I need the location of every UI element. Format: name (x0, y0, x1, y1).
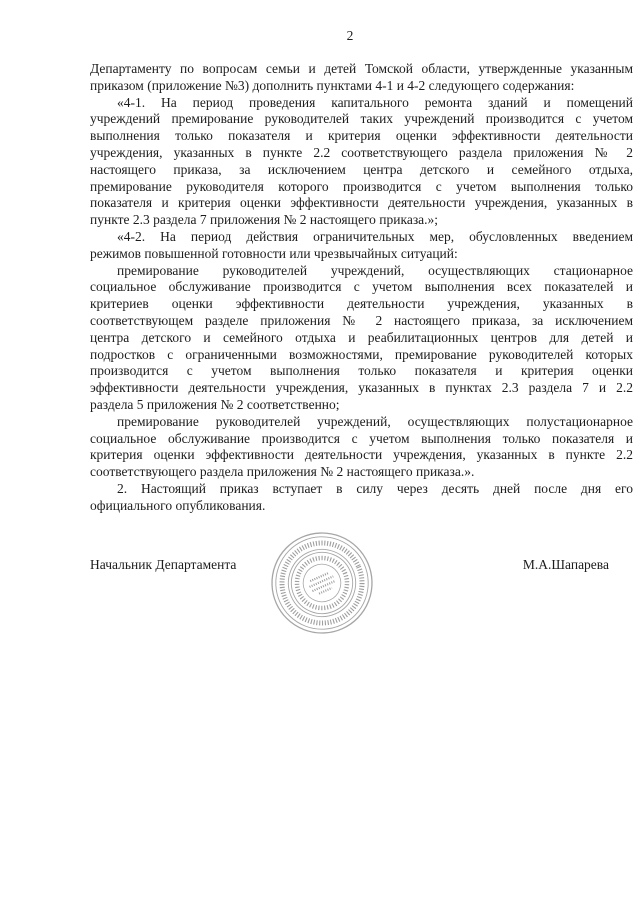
text-line: 2. Настоящий приказ вступает в силу через десять дней после дня его (117, 480, 633, 496)
text-line: учреждения, указанных в пункте 2.2 соответствующего раздела приложения № 2 (90, 144, 633, 160)
text-line: показателя и критерия оценки эффективности деятельности учреждения, указанных в (90, 195, 633, 211)
signatory-title: Начальник Департамента (90, 557, 237, 572)
text-line: пункте 2.3 раздела 7 приложения № 2 настоящего приказа.»; (90, 212, 439, 228)
text-line: приказом (приложение №3) дополнить пунктами 4-1 и 4-2 следующего содержания: (90, 77, 575, 93)
paragraph (90, 229, 633, 263)
text-line: критериев оценки эффективности деятельности учреждения, указанных в (90, 296, 633, 312)
text-line: эффективности деятельности учреждения, указанных в пунктах 2.3 раздела 7 и 2.2 (90, 380, 633, 396)
text-line: критерия оценки эффективности деятельности учреждения, указанных в пункте 2.2 (90, 447, 633, 463)
document-body (90, 61, 633, 515)
official-seal-stamp (262, 523, 382, 643)
page-number: 2 (346, 28, 354, 43)
signatory-name: М.А.Шапарева (522, 557, 609, 572)
text-line: соответствующем разделе приложения № 2 настоящего приказа, за исключением (90, 312, 633, 328)
text-line: производится с учетом выполнения только показателя и критерия оценки (90, 363, 633, 379)
text-line: социальное обслуживание производится с учетом выполнения всех показателей и (90, 279, 633, 295)
text-line: центра детского и семейного отдыха и реабилитационных центров для детей и (90, 329, 633, 345)
text-line: настоящего приказа, за исключением центра детского и семейного отдыха, (90, 161, 633, 177)
text-line: официального опубликования. (90, 497, 266, 513)
text-line: подростков с ограниченными возможностями, премирование руководителей которых (90, 346, 633, 362)
text-line: режимов повышенной готовности или чрезвычайных ситуаций: (90, 245, 458, 261)
text-line: «4-2. На период действия ограничительных мер, обусловленных введением (117, 228, 633, 244)
text-line: премирование руководителей учреждений, осуществляющих полустационарное (117, 413, 633, 429)
paragraph (90, 61, 633, 95)
paragraph (90, 263, 633, 414)
text-line: раздела 5 приложения № 2 соответственно; (90, 396, 340, 412)
paragraph (90, 481, 633, 515)
paragraph (90, 95, 633, 229)
text-line: Департаменту по вопросам семьи и детей Томской области, утвержденные указанным (90, 61, 633, 76)
text-line: премирование руководителей учреждений, осуществляющих стационарное (117, 262, 633, 278)
text-line: соответствующего раздела приложения № 2 настоящего приказа.». (90, 464, 475, 480)
text-line: «4-1. На период проведения капитального ремонта зданий и помещений (117, 94, 633, 110)
text-line: премирование руководителя которого производится с учетом выполнения только (90, 178, 633, 194)
paragraph (90, 414, 633, 481)
text-line: учреждений премирование руководителей таких учреждений производится с учетом (90, 111, 633, 127)
text-line: социальное обслуживание производится с учетом выполнения только показателя и (90, 430, 633, 446)
text-line: выполнения только показателя и критерия оценки эффективности деятельности (90, 128, 633, 144)
